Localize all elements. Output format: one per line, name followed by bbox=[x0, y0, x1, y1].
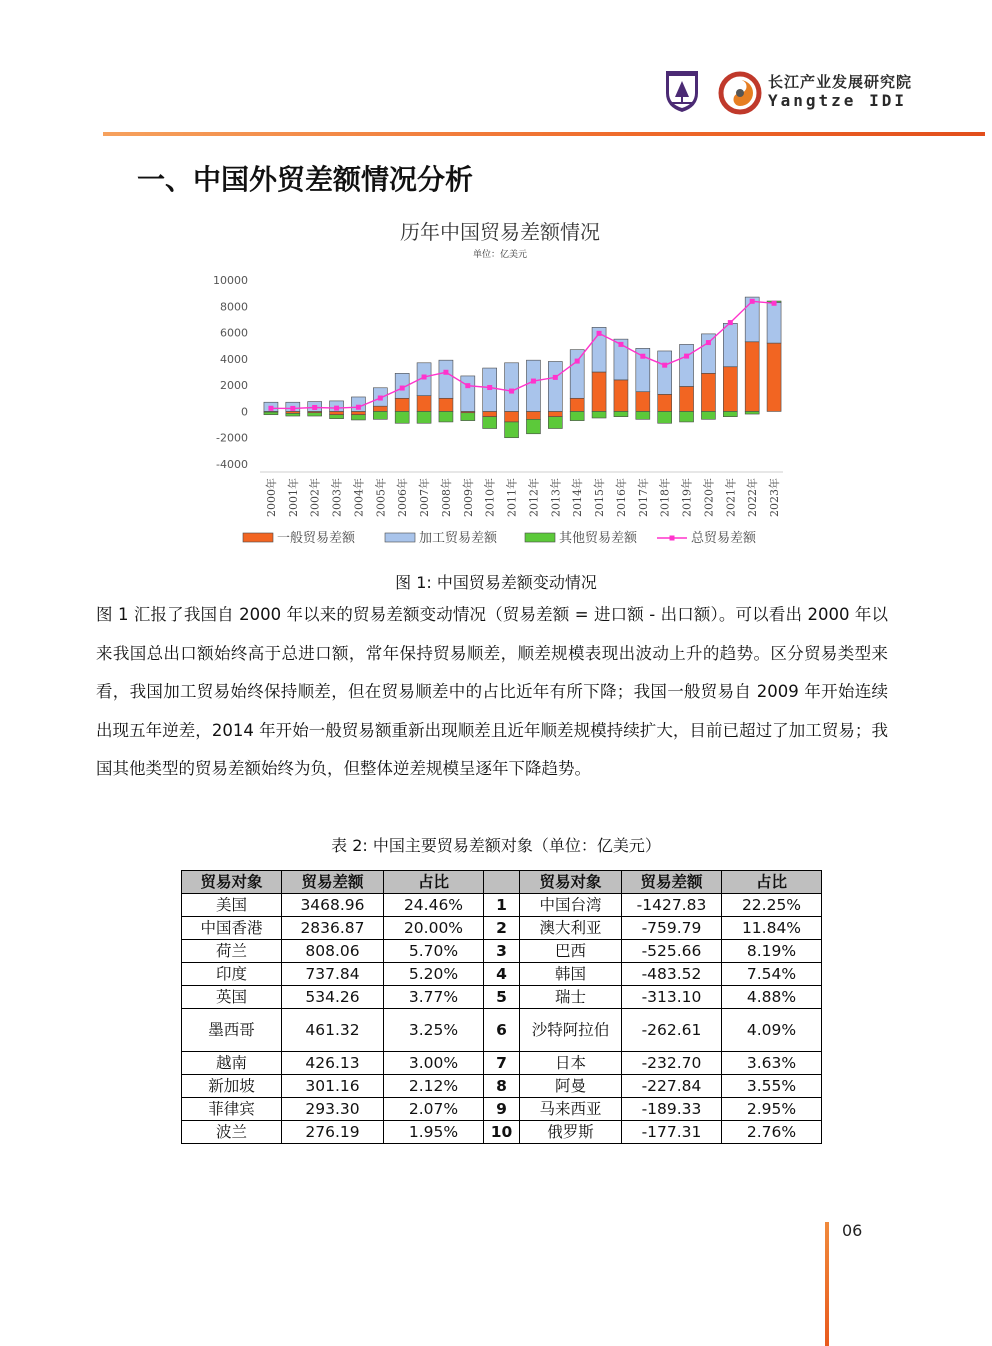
table-header-row bbox=[182, 871, 822, 894]
total-balance-point bbox=[443, 370, 448, 375]
idi-logo-icon bbox=[718, 71, 762, 115]
x-tick-label: 2011年 bbox=[505, 478, 519, 517]
bar-segment bbox=[286, 413, 300, 416]
total-balance-point bbox=[312, 405, 317, 410]
bar-segment bbox=[330, 411, 344, 414]
total-balance-point bbox=[268, 406, 273, 411]
logo-wordmark bbox=[768, 75, 912, 109]
bar-segment bbox=[658, 411, 672, 423]
x-tick-label: 2018年 bbox=[658, 478, 672, 517]
bar-segment bbox=[723, 323, 737, 366]
bar-segment bbox=[767, 343, 781, 411]
legend-swatch bbox=[525, 533, 555, 542]
cell-rank: 3 bbox=[484, 940, 520, 963]
cell-rank: 9 bbox=[484, 1098, 520, 1121]
x-tick-label: 2013年 bbox=[549, 478, 563, 517]
cell-balance: -189.33 bbox=[622, 1098, 722, 1121]
table-row bbox=[182, 963, 822, 986]
x-tick-label: 2021年 bbox=[724, 478, 738, 517]
bar-segment bbox=[439, 411, 453, 422]
total-balance-point bbox=[575, 359, 580, 364]
cell-share: 5.20% bbox=[384, 963, 484, 986]
cell-partner: 波兰 bbox=[182, 1121, 282, 1144]
bar-segment bbox=[592, 372, 606, 411]
bar-segment bbox=[745, 342, 759, 412]
cell-partner: 越南 bbox=[182, 1052, 282, 1075]
total-balance-point bbox=[531, 379, 536, 384]
table-row bbox=[182, 1075, 822, 1098]
cell-share: 3.63% bbox=[722, 1052, 822, 1075]
bar-segment bbox=[701, 411, 715, 419]
cell-partner: 阿曼 bbox=[520, 1075, 622, 1098]
cell-partner: 印度 bbox=[182, 963, 282, 986]
bar-segment bbox=[505, 422, 519, 438]
total-balance-point bbox=[684, 354, 689, 359]
bar-segment bbox=[548, 411, 562, 416]
table-row bbox=[182, 1121, 822, 1144]
cell-share: 4.88% bbox=[722, 986, 822, 1009]
bar-segment bbox=[461, 376, 475, 411]
x-tick-label: 2010年 bbox=[483, 478, 497, 517]
bar-segment bbox=[417, 411, 431, 423]
x-tick-label: 2000年 bbox=[264, 478, 278, 517]
cell-partner: 澳大利亚 bbox=[520, 917, 622, 940]
bar-segment bbox=[548, 417, 562, 429]
bar-segment bbox=[570, 398, 584, 411]
cell-partner: 美国 bbox=[182, 894, 282, 917]
cell-rank: 5 bbox=[484, 986, 520, 1009]
bar-segment bbox=[548, 361, 562, 411]
cell-share: 3.55% bbox=[722, 1075, 822, 1098]
bar-segment bbox=[264, 412, 278, 415]
section-title: 一、中国外贸差额情况分析 bbox=[137, 163, 474, 196]
legend-swatch bbox=[243, 533, 273, 542]
bar-segment bbox=[614, 380, 628, 412]
cell-share: 7.54% bbox=[722, 963, 822, 986]
bar-segment bbox=[373, 406, 387, 411]
y-tick-label: 4000 bbox=[220, 352, 248, 366]
x-tick-label: 2015年 bbox=[593, 478, 607, 517]
y-tick-label: 6000 bbox=[220, 326, 248, 340]
cell-balance: 534.26 bbox=[282, 986, 384, 1009]
total-balance-point bbox=[597, 331, 602, 336]
cell-balance: 808.06 bbox=[282, 940, 384, 963]
table-row bbox=[182, 1009, 822, 1052]
bar-segment bbox=[417, 396, 431, 412]
bar-segment bbox=[483, 417, 497, 429]
cell-balance: 461.32 bbox=[282, 1009, 384, 1052]
trade-balance-chart bbox=[205, 212, 795, 557]
x-tick-label: 2002年 bbox=[308, 478, 322, 517]
cell-balance: -525.66 bbox=[622, 940, 722, 963]
y-tick-label: -2000 bbox=[216, 431, 248, 445]
y-tick-label: 10000 bbox=[213, 274, 248, 287]
header-share: 占比 bbox=[384, 871, 484, 894]
cell-rank: 10 bbox=[484, 1121, 520, 1144]
total-balance-point bbox=[290, 406, 295, 411]
total-balance-line bbox=[271, 301, 774, 408]
table-row bbox=[182, 986, 822, 1009]
total-balance-point bbox=[618, 342, 623, 347]
chart-subtitle: 单位：亿美元 bbox=[472, 250, 528, 260]
x-axis bbox=[260, 472, 783, 517]
cell-share: 2.07% bbox=[384, 1098, 484, 1121]
bar-segment bbox=[483, 411, 497, 416]
x-tick-label: 2012年 bbox=[527, 478, 541, 517]
bar-segment bbox=[723, 367, 737, 412]
cell-partner: 墨西哥 bbox=[182, 1009, 282, 1052]
x-tick-label: 2008年 bbox=[439, 478, 453, 517]
cell-partner: 瑞士 bbox=[520, 986, 622, 1009]
cell-share: 8.19% bbox=[722, 940, 822, 963]
total-balance-point bbox=[662, 363, 667, 368]
x-tick-label: 2020年 bbox=[702, 478, 716, 517]
total-balance-point bbox=[706, 340, 711, 345]
cell-share: 20.00% bbox=[384, 917, 484, 940]
legend-label: 其他贸易差额 bbox=[559, 531, 638, 546]
cell-share: 5.70% bbox=[384, 940, 484, 963]
chart-title: 历年中国贸易差额情况 bbox=[400, 220, 600, 244]
y-axis bbox=[213, 274, 248, 471]
x-tick-label: 2001年 bbox=[286, 478, 300, 517]
total-balance-point bbox=[422, 374, 427, 379]
cell-rank: 7 bbox=[484, 1052, 520, 1075]
y-tick-label: 8000 bbox=[220, 300, 248, 314]
bar-segment bbox=[526, 360, 540, 411]
total-balance-point bbox=[487, 385, 492, 390]
bar-segment bbox=[439, 398, 453, 411]
legend-label: 加工贸易差额 bbox=[419, 531, 498, 546]
total-balance-point bbox=[465, 383, 470, 388]
total-balance-point bbox=[400, 386, 405, 391]
cell-partner: 英国 bbox=[182, 986, 282, 1009]
header-rank bbox=[484, 871, 520, 894]
trade-partners-table bbox=[181, 870, 822, 1144]
bar-segment bbox=[636, 392, 650, 412]
cell-share: 3.77% bbox=[384, 986, 484, 1009]
cell-partner: 中国香港 bbox=[182, 917, 282, 940]
bar-segment bbox=[395, 411, 409, 423]
x-tick-label: 2004年 bbox=[352, 478, 366, 517]
cell-balance: -1427.83 bbox=[622, 894, 722, 917]
cell-balance: 2836.87 bbox=[282, 917, 384, 940]
body-paragraph: 图 1 汇报了我国自 2000 年以来的贸易差额变动情况（贸易差额 = 进口额 - 出口额）。可以看出 2000 年以来我国总出口额始终高于总进口额，常年保持贸易顺差，顺差规模表现出波动上升的趋势。区分贸易类型来看，我国加工贸易始终保持顺差，但在贸易顺差中的占比近年有所下降；我国一般贸易自 2009 年开始连续出现五年逆差，2014 年开始一般贸易额重新出现顺差且近年顺差规模持续扩大，目前已超过了加工贸易；我国其他类型的贸易差额始终为负，但整体逆差规模呈逐年下降趋势。 bbox=[96, 605, 888, 778]
x-tick-label: 2023年 bbox=[768, 478, 782, 517]
bar-segment bbox=[680, 344, 694, 386]
bar-segment bbox=[701, 373, 715, 411]
cell-share: 11.84% bbox=[722, 917, 822, 940]
y-tick-label: 0 bbox=[241, 405, 248, 419]
y-tick-label: 2000 bbox=[220, 379, 248, 393]
x-tick-label: 2009年 bbox=[461, 478, 475, 517]
x-tick-label: 2007年 bbox=[418, 478, 432, 517]
cell-balance: -227.84 bbox=[622, 1075, 722, 1098]
x-tick-label: 2003年 bbox=[330, 478, 344, 517]
bar-segment bbox=[505, 363, 519, 412]
cell-share: 3.25% bbox=[384, 1009, 484, 1052]
figure-caption: 图 1: 中国贸易差额变动情况 bbox=[395, 573, 597, 592]
cell-balance: 737.84 bbox=[282, 963, 384, 986]
cell-balance: 276.19 bbox=[282, 1121, 384, 1144]
cell-share: 4.09% bbox=[722, 1009, 822, 1052]
bar-segment bbox=[308, 413, 322, 416]
total-balance-point bbox=[378, 396, 383, 401]
cell-partner: 新加坡 bbox=[182, 1075, 282, 1098]
page-accent-bar bbox=[825, 1222, 829, 1346]
cell-share: 2.95% bbox=[722, 1098, 822, 1121]
total-balance-point bbox=[553, 375, 558, 380]
x-tick-label: 2017年 bbox=[636, 478, 650, 517]
bar-segment bbox=[767, 302, 781, 343]
bar-segment bbox=[505, 411, 519, 422]
cell-partner: 日本 bbox=[520, 1052, 622, 1075]
cell-share: 22.25% bbox=[722, 894, 822, 917]
cell-share: 1.95% bbox=[384, 1121, 484, 1144]
table-row bbox=[182, 894, 822, 917]
cell-rank: 8 bbox=[484, 1075, 520, 1098]
x-tick-label: 2014年 bbox=[571, 478, 585, 517]
cell-balance: 3468.96 bbox=[282, 894, 384, 917]
bar-segment bbox=[658, 394, 672, 411]
chart-total-line bbox=[268, 299, 776, 411]
cell-balance: 301.16 bbox=[282, 1075, 384, 1098]
bar-segment bbox=[701, 334, 715, 373]
table-row bbox=[182, 1052, 822, 1075]
cell-share: 2.76% bbox=[722, 1121, 822, 1144]
chart-bars bbox=[264, 297, 781, 438]
x-tick-label: 2019年 bbox=[680, 478, 694, 517]
cell-rank: 2 bbox=[484, 917, 520, 940]
legend-swatch-marker bbox=[670, 536, 675, 541]
bar-segment bbox=[570, 411, 584, 420]
logo-name-cn: 长江产业发展研究院 bbox=[768, 73, 913, 91]
bar-segment bbox=[351, 411, 365, 414]
cell-balance: -232.70 bbox=[622, 1052, 722, 1075]
cell-partner: 沙特阿拉伯 bbox=[520, 1009, 622, 1052]
total-balance-point bbox=[750, 299, 755, 304]
x-tick-label: 2006年 bbox=[396, 478, 410, 517]
logo-name-en: Yangtze IDI bbox=[768, 91, 907, 110]
cell-share: 2.12% bbox=[384, 1075, 484, 1098]
cell-balance: -262.61 bbox=[622, 1009, 722, 1052]
header-balance: 贸易差额 bbox=[622, 871, 722, 894]
cell-rank: 1 bbox=[484, 894, 520, 917]
bar-segment bbox=[570, 350, 584, 399]
cell-partner: 荷兰 bbox=[182, 940, 282, 963]
bar-segment bbox=[526, 419, 540, 433]
header-partner: 贸易对象 bbox=[182, 871, 282, 894]
cell-partner: 巴西 bbox=[520, 940, 622, 963]
total-balance-point bbox=[640, 354, 645, 359]
bar-segment bbox=[330, 415, 344, 419]
legend-label: 总贸易差额 bbox=[691, 531, 757, 546]
total-balance-point bbox=[509, 389, 514, 394]
y-tick-label: -4000 bbox=[216, 458, 248, 471]
cell-partner: 俄罗斯 bbox=[520, 1121, 622, 1144]
cell-balance: -313.10 bbox=[622, 986, 722, 1009]
chart-legend bbox=[243, 530, 757, 546]
table-row bbox=[182, 940, 822, 963]
bar-segment bbox=[351, 415, 365, 420]
bar-segment bbox=[745, 411, 759, 414]
total-balance-point bbox=[728, 320, 733, 325]
cell-balance: -759.79 bbox=[622, 917, 722, 940]
cell-partner: 韩国 bbox=[520, 963, 622, 986]
cell-partner: 马来西亚 bbox=[520, 1098, 622, 1121]
bar-segment bbox=[592, 411, 606, 418]
x-tick-label: 2016年 bbox=[614, 478, 628, 517]
total-balance-point bbox=[772, 301, 777, 306]
bar-segment bbox=[395, 398, 409, 411]
bar-segment bbox=[658, 351, 672, 394]
header-divider bbox=[103, 132, 985, 136]
bar-segment bbox=[636, 411, 650, 419]
cell-partner: 中国台湾 bbox=[520, 894, 622, 917]
legend-swatch bbox=[385, 533, 415, 542]
bar-segment bbox=[723, 411, 737, 416]
total-balance-point bbox=[334, 406, 339, 411]
x-tick-label: 2022年 bbox=[746, 478, 760, 517]
university-shield-icon bbox=[664, 69, 700, 113]
header-partner: 贸易对象 bbox=[520, 871, 622, 894]
bar-segment bbox=[614, 411, 628, 416]
x-tick-label: 2005年 bbox=[374, 478, 388, 517]
header-balance: 贸易差额 bbox=[282, 871, 384, 894]
cell-balance: 426.13 bbox=[282, 1052, 384, 1075]
cell-share: 3.00% bbox=[384, 1052, 484, 1075]
cell-rank: 6 bbox=[484, 1009, 520, 1052]
bar-segment bbox=[680, 386, 694, 411]
cell-balance: -483.52 bbox=[622, 963, 722, 986]
table-caption: 表 2: 中国主要贸易差额对象（单位：亿美元） bbox=[331, 836, 661, 855]
header-share: 占比 bbox=[722, 871, 822, 894]
bar-segment bbox=[680, 411, 694, 422]
cell-share: 24.46% bbox=[384, 894, 484, 917]
bar-segment bbox=[526, 411, 540, 419]
legend-label: 一般贸易差额 bbox=[277, 531, 356, 546]
cell-rank: 4 bbox=[484, 963, 520, 986]
table-row bbox=[182, 1098, 822, 1121]
total-balance-point bbox=[356, 405, 361, 410]
bar-segment bbox=[461, 413, 475, 421]
page-number: 06 bbox=[842, 1221, 863, 1240]
cell-partner: 菲律宾 bbox=[182, 1098, 282, 1121]
cell-balance: 293.30 bbox=[282, 1098, 384, 1121]
bar-segment bbox=[373, 411, 387, 419]
cell-balance: -177.31 bbox=[622, 1121, 722, 1144]
table-row bbox=[182, 917, 822, 940]
bar-segment bbox=[439, 360, 453, 398]
